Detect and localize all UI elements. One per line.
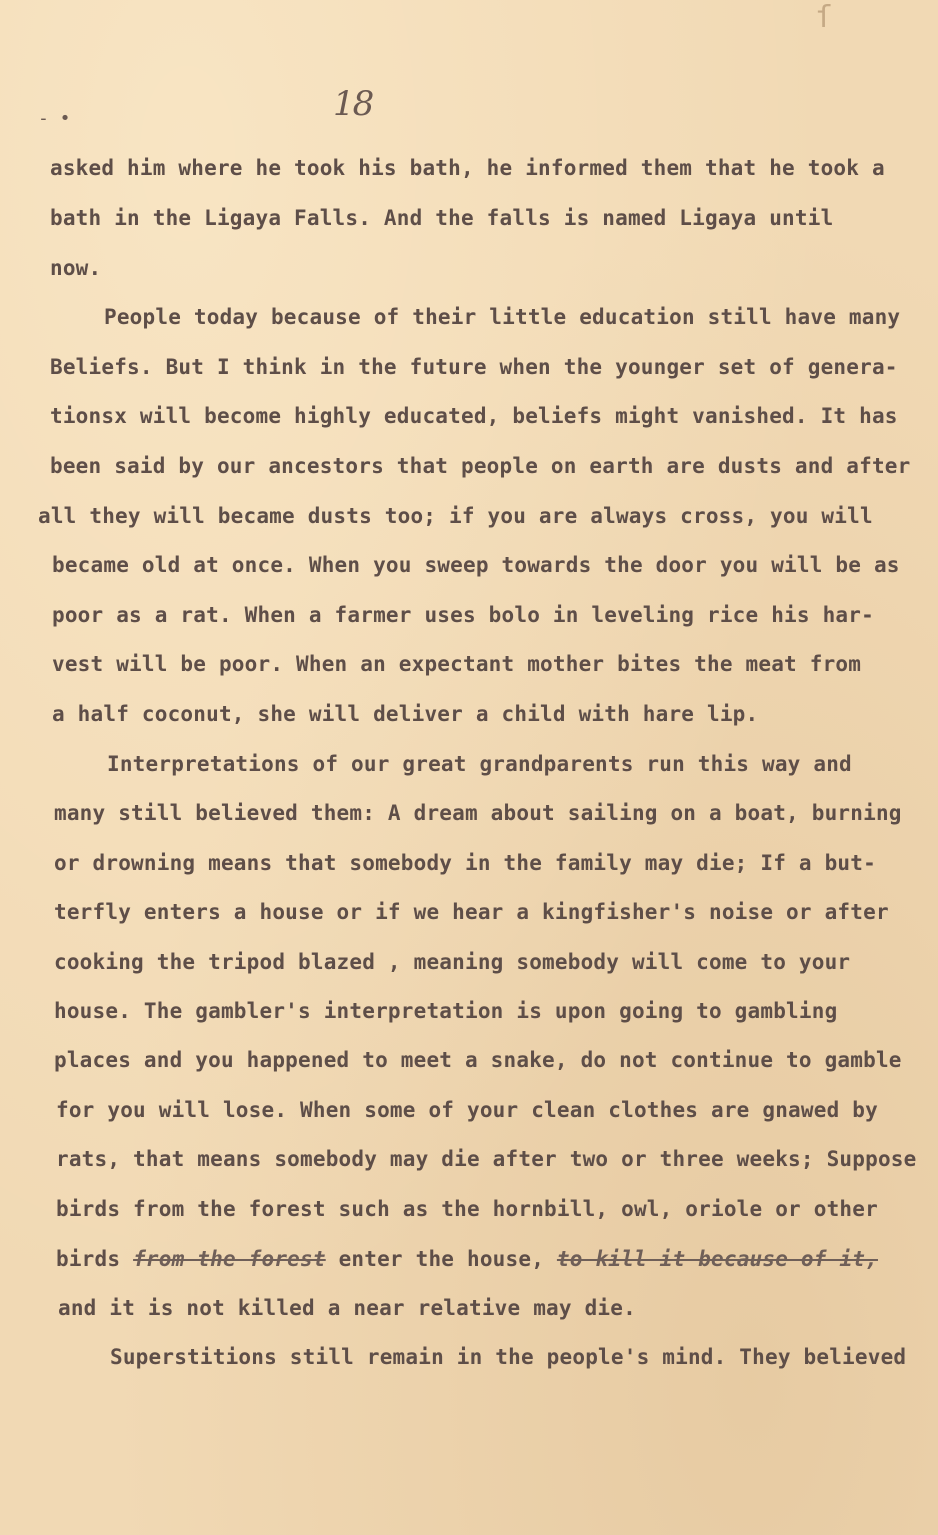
text-line: asked him where he took his bath, he informed them that he took a	[50, 156, 885, 180]
line-start: birds	[56, 1247, 121, 1271]
line-middle: enter the house,	[338, 1247, 545, 1271]
text-line: became old at once. When you sweep towards the door you will be as	[52, 553, 900, 577]
page-number: 18	[333, 84, 373, 124]
text-line: birds from the forest such as the hornbill, owl, oriole or other	[56, 1197, 878, 1221]
text-line: a half coconut, she will deliver a child with hare lip.	[52, 702, 759, 726]
text-line: for you will lose. When some of your clean clothes are gnawed by	[56, 1098, 878, 1122]
text-line: tionsx will become highly educated, beliefs might vanished. It has	[50, 404, 898, 428]
text-line: house. The gambler's interpretation is upon going to gambling	[54, 999, 838, 1023]
text-line: vest will be poor. When an expectant mother bites the meat from	[52, 652, 862, 676]
corner-mark: ſ	[815, 0, 834, 35]
text-line: rats, that means somebody may die after two or three weeks; Suppose	[56, 1147, 917, 1171]
struck-text: from the forest	[133, 1247, 326, 1271]
text-line: People today because of their little education still have many	[104, 305, 901, 329]
text-line: been said by our ancestors that people on earth are dusts and after	[50, 454, 911, 478]
text-line: Beliefs. But I think in the future when the younger set of genera-	[50, 355, 898, 379]
text-line: cooking the tripod blazed , meaning somebody will come to your	[54, 950, 851, 974]
text-line: poor as a rat. When a farmer uses bolo in leveling rice his har-	[52, 603, 874, 627]
text-line: now.	[50, 256, 102, 280]
text-line: or drowning means that somebody in the family may die; If a but-	[54, 851, 876, 875]
margin-mark: - •	[38, 108, 71, 129]
text-line: Interpretations of our great grandparents run this way and	[107, 752, 852, 776]
text-line: Superstitions still remain in the people's mind. They believed	[110, 1345, 907, 1369]
text-line: terfly enters a house or if we hear a kingfisher's noise or after	[54, 900, 889, 924]
text-line: and it is not killed a near relative may die.	[58, 1296, 636, 1320]
text-line: places and you happened to meet a snake, do not continue to gamble	[54, 1048, 902, 1072]
text-line-with-strikes	[56, 1247, 878, 1271]
text-line: many still believed them: A dream about sailing on a boat, burning	[54, 801, 902, 825]
text-line: bath in the Ligaya Falls. And the falls is named Ligaya until	[50, 206, 834, 230]
text-line: all they will became dusts too; if you are always cross, you will	[38, 504, 873, 528]
struck-text: to kill it because of it,	[556, 1247, 878, 1271]
